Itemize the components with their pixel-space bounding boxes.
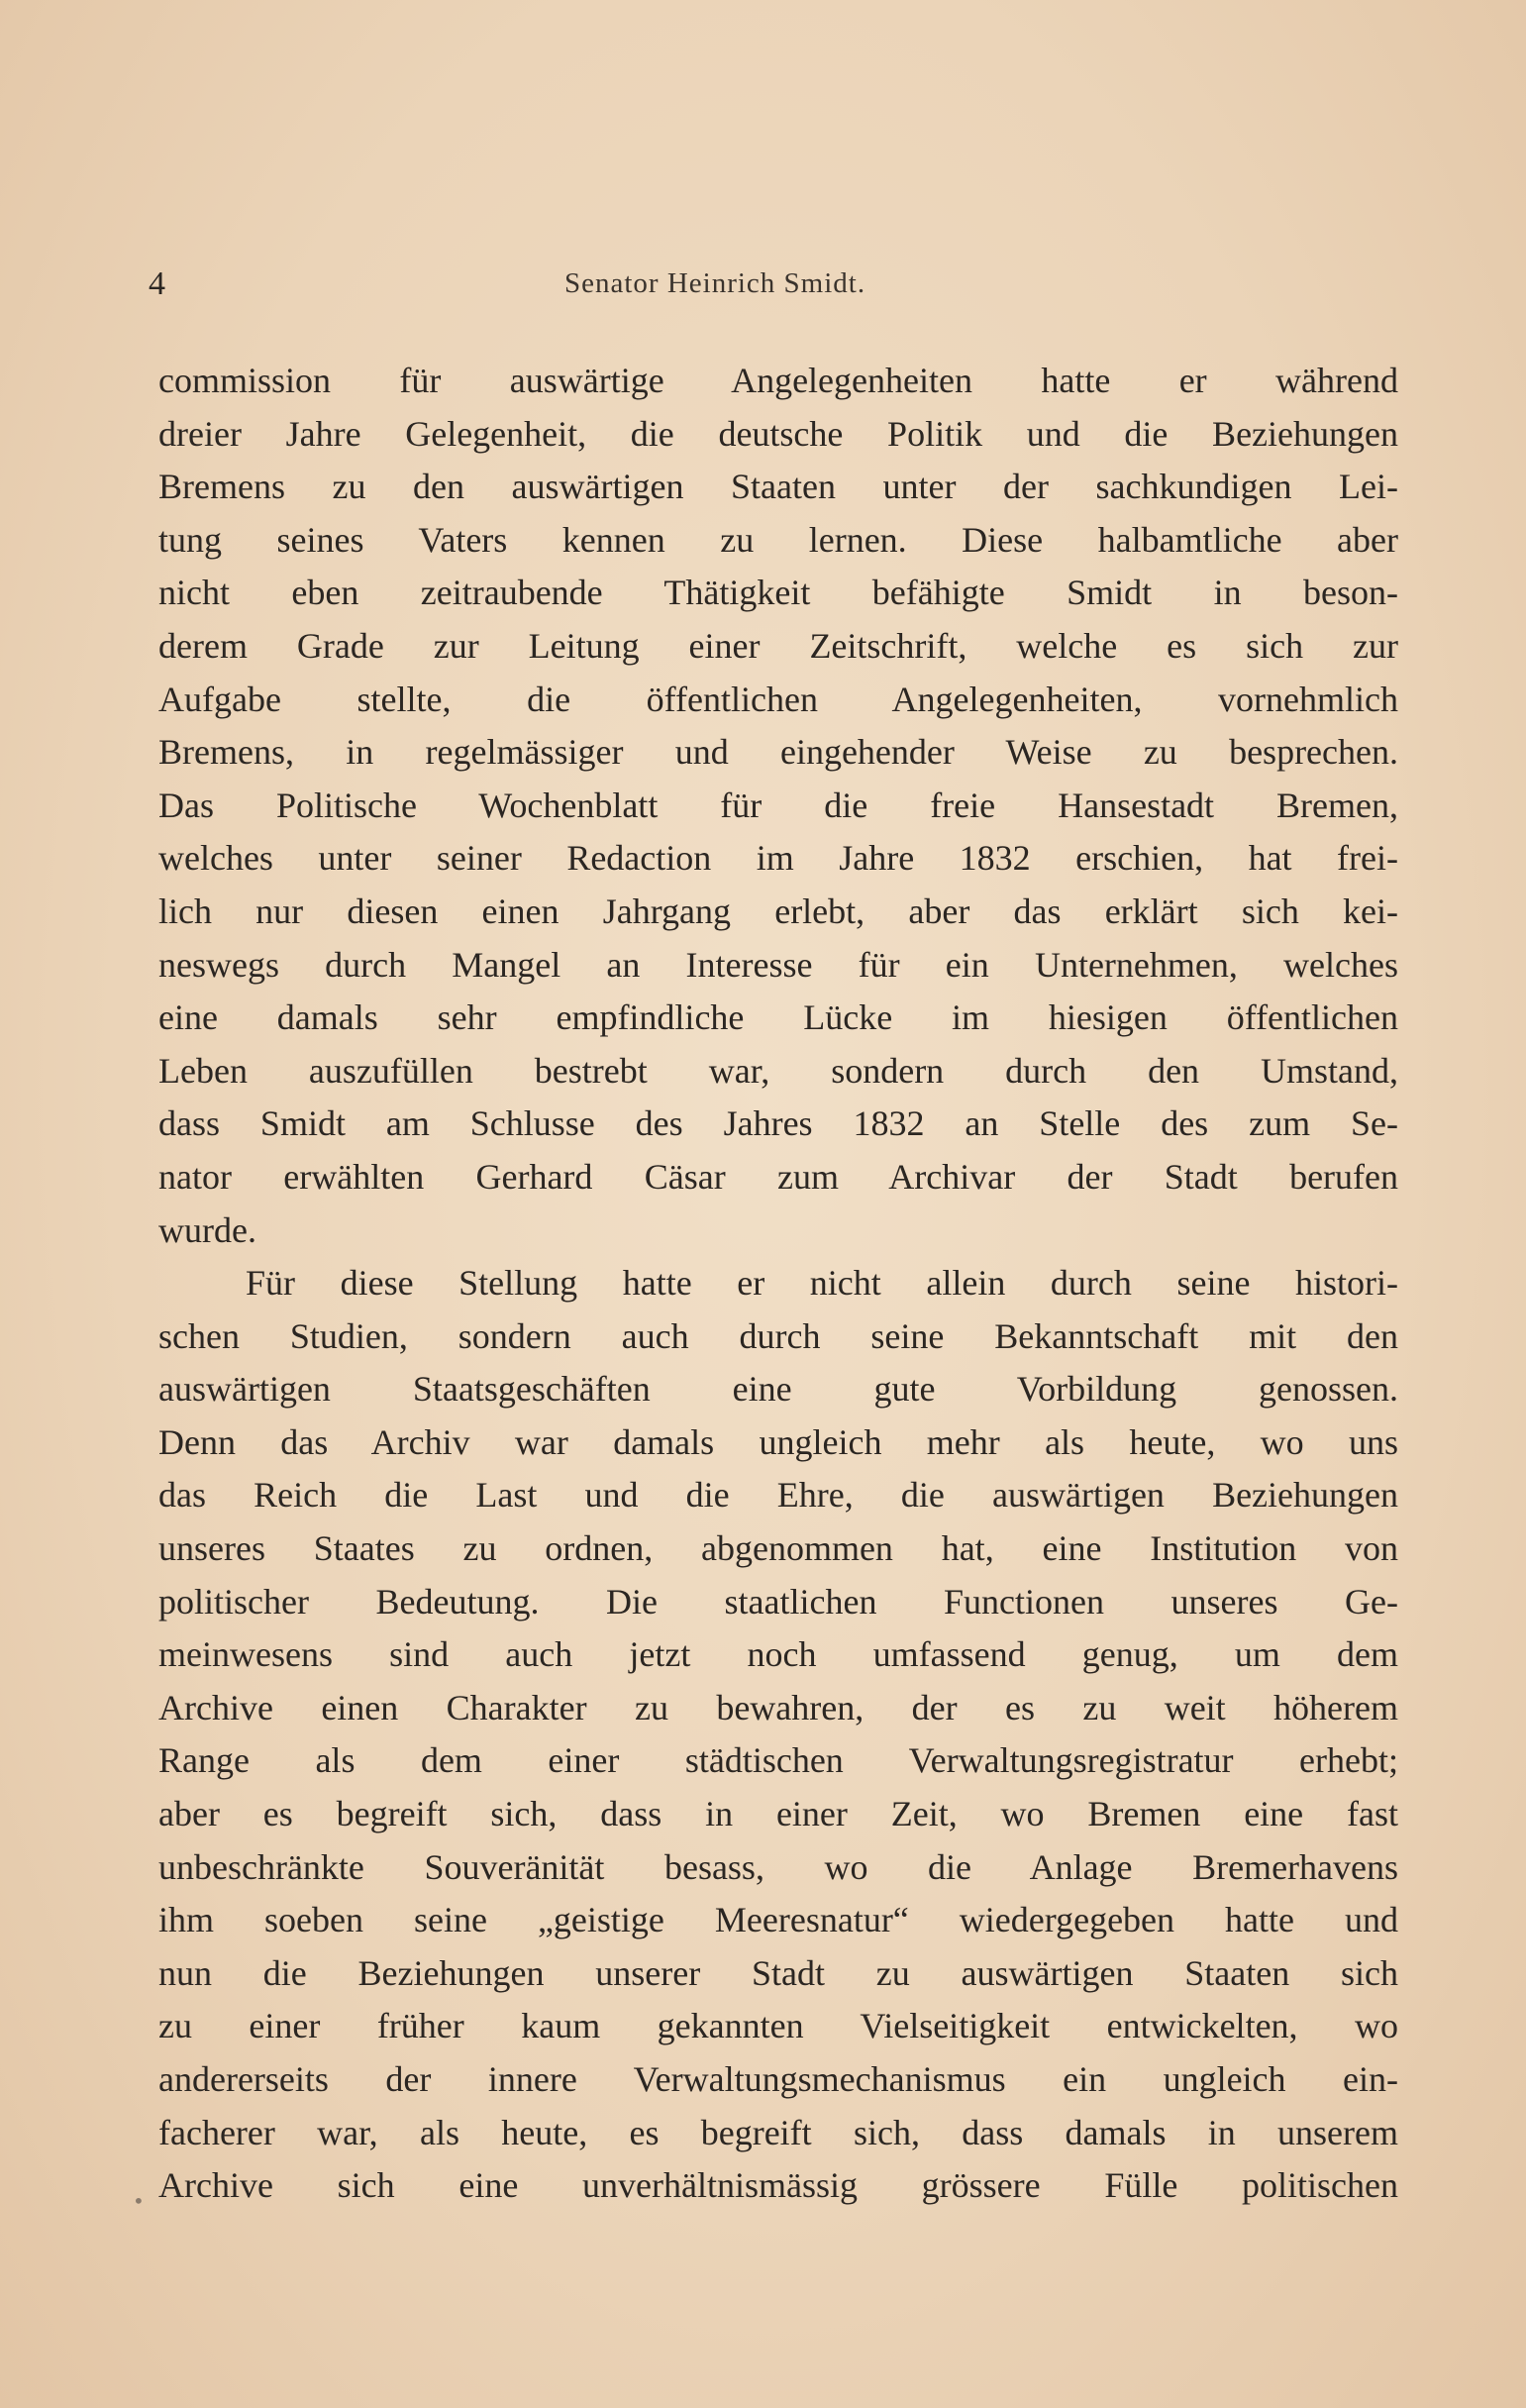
text-line: Bremens zu den auswärtigen Staaten unter der sachkundigen Lei- [158,467,1398,507]
text-line: dass Smidt am Schlusse des Jahres 1832 an Stelle des zum Se- [158,1103,1398,1144]
text-line: Leben auszufüllen bestrebt war, sondern durch den Umstand, [158,1050,1398,1091]
text-line: neswegs durch Mangel an Interesse für ein Unternehmen, welches [158,944,1398,985]
text-line: ihm soeben seine „geistige Meeresnatur“ wiedergegeben hatte und [158,1900,1398,1940]
text-line: dreier Jahre Gelegenheit, die deutsche Politik und die Beziehungen [158,413,1398,454]
page-header [149,265,1396,315]
page-number: 4 [149,265,165,302]
text-line: wurde. [158,1209,256,1250]
text-line: Das Politische Wochenblatt für die freie Hansestadt Bremen, [158,785,1398,825]
text-line: facherer war, als heute, es begreift sich, dass damals in unserem [158,2112,1398,2152]
margin-dot-mark: • [133,2189,145,2213]
text-line: nicht eben zeitraubende Thätigkeit befähigte Smidt in beson- [158,573,1398,613]
text-line: nun die Beziehungen unserer Stadt zu auswärtigen Staaten sich [158,1952,1398,1993]
text-line: Range als dem einer städtischen Verwaltungsregistratur erhebt; [158,1740,1398,1781]
text-line: welches unter seiner Redaction im Jahre 1832 erschien, hat frei- [158,838,1398,879]
running-head: Senator Heinrich Smidt. [564,267,866,299]
text-line: lich nur diesen einen Jahrgang erlebt, aber das erklärt sich kei- [158,890,1398,931]
text-line: Denn das Archiv war damals ungleich mehr als heute, wo uns [158,1421,1398,1462]
text-line: zu einer früher kaum gekannten Vielseitigkeit entwickelten, wo [158,2006,1398,2046]
text-line: unseres Staates zu ordnen, abgenommen hat, eine Institution von [158,1528,1398,1569]
text-line: commission für auswärtige Angelegenheiten hatte er während [158,361,1398,400]
text-line: aber es begreift sich, dass in einer Zeit, wo Bremen eine fast [158,1794,1398,1834]
text-line: derem Grade zur Leitung einer Zeitschrift, welche es sich zur [158,625,1398,666]
text-line: das Reich die Last und die Ehre, die auswärtigen Beziehungen [158,1475,1398,1516]
text-line: unbeschränkte Souveränität besass, wo die Anlage Bremerhavens [158,1846,1398,1887]
text-line: Archive einen Charakter zu bewahren, der es zu weit höherem [158,1687,1398,1727]
text-line: Aufgabe stellte, die öffentlichen Angelegenheiten, vornehmlich [158,679,1398,719]
text-line: nator erwählten Gerhard Cäsar zum Archivar der Stadt berufen [158,1156,1398,1197]
text-line: auswärtigen Staatsgeschäften eine gute Vorbildung genossen. [158,1369,1398,1410]
text-line: politischer Bedeutung. Die staatlichen Functionen unseres Ge- [158,1581,1398,1622]
text-line: Archive sich eine unverhältnismässig grössere Fülle politischen [158,2165,1398,2206]
text-line: tung seines Vaters kennen zu lernen. Diese halbamtliche aber [158,519,1398,560]
text-line: meinwesens sind auch jetzt noch umfassend genug, um dem [158,1634,1398,1675]
body-text [158,355,1398,2213]
text-line-paragraph-start: Für diese Stellung hatte er nicht allein durch seine histori- [246,1263,1398,1304]
text-line: eine damals sehr empfindliche Lücke im hiesigen öffentlichen [158,997,1398,1038]
text-line: schen Studien, sondern auch durch seine Bekanntschaft mit den [158,1315,1398,1356]
text-line: andererseits der innere Verwaltungsmechanismus ein ungleich ein- [158,2059,1398,2099]
text-line: Bremens, in regelmässiger und eingehender Weise zu besprechen. [158,732,1398,773]
